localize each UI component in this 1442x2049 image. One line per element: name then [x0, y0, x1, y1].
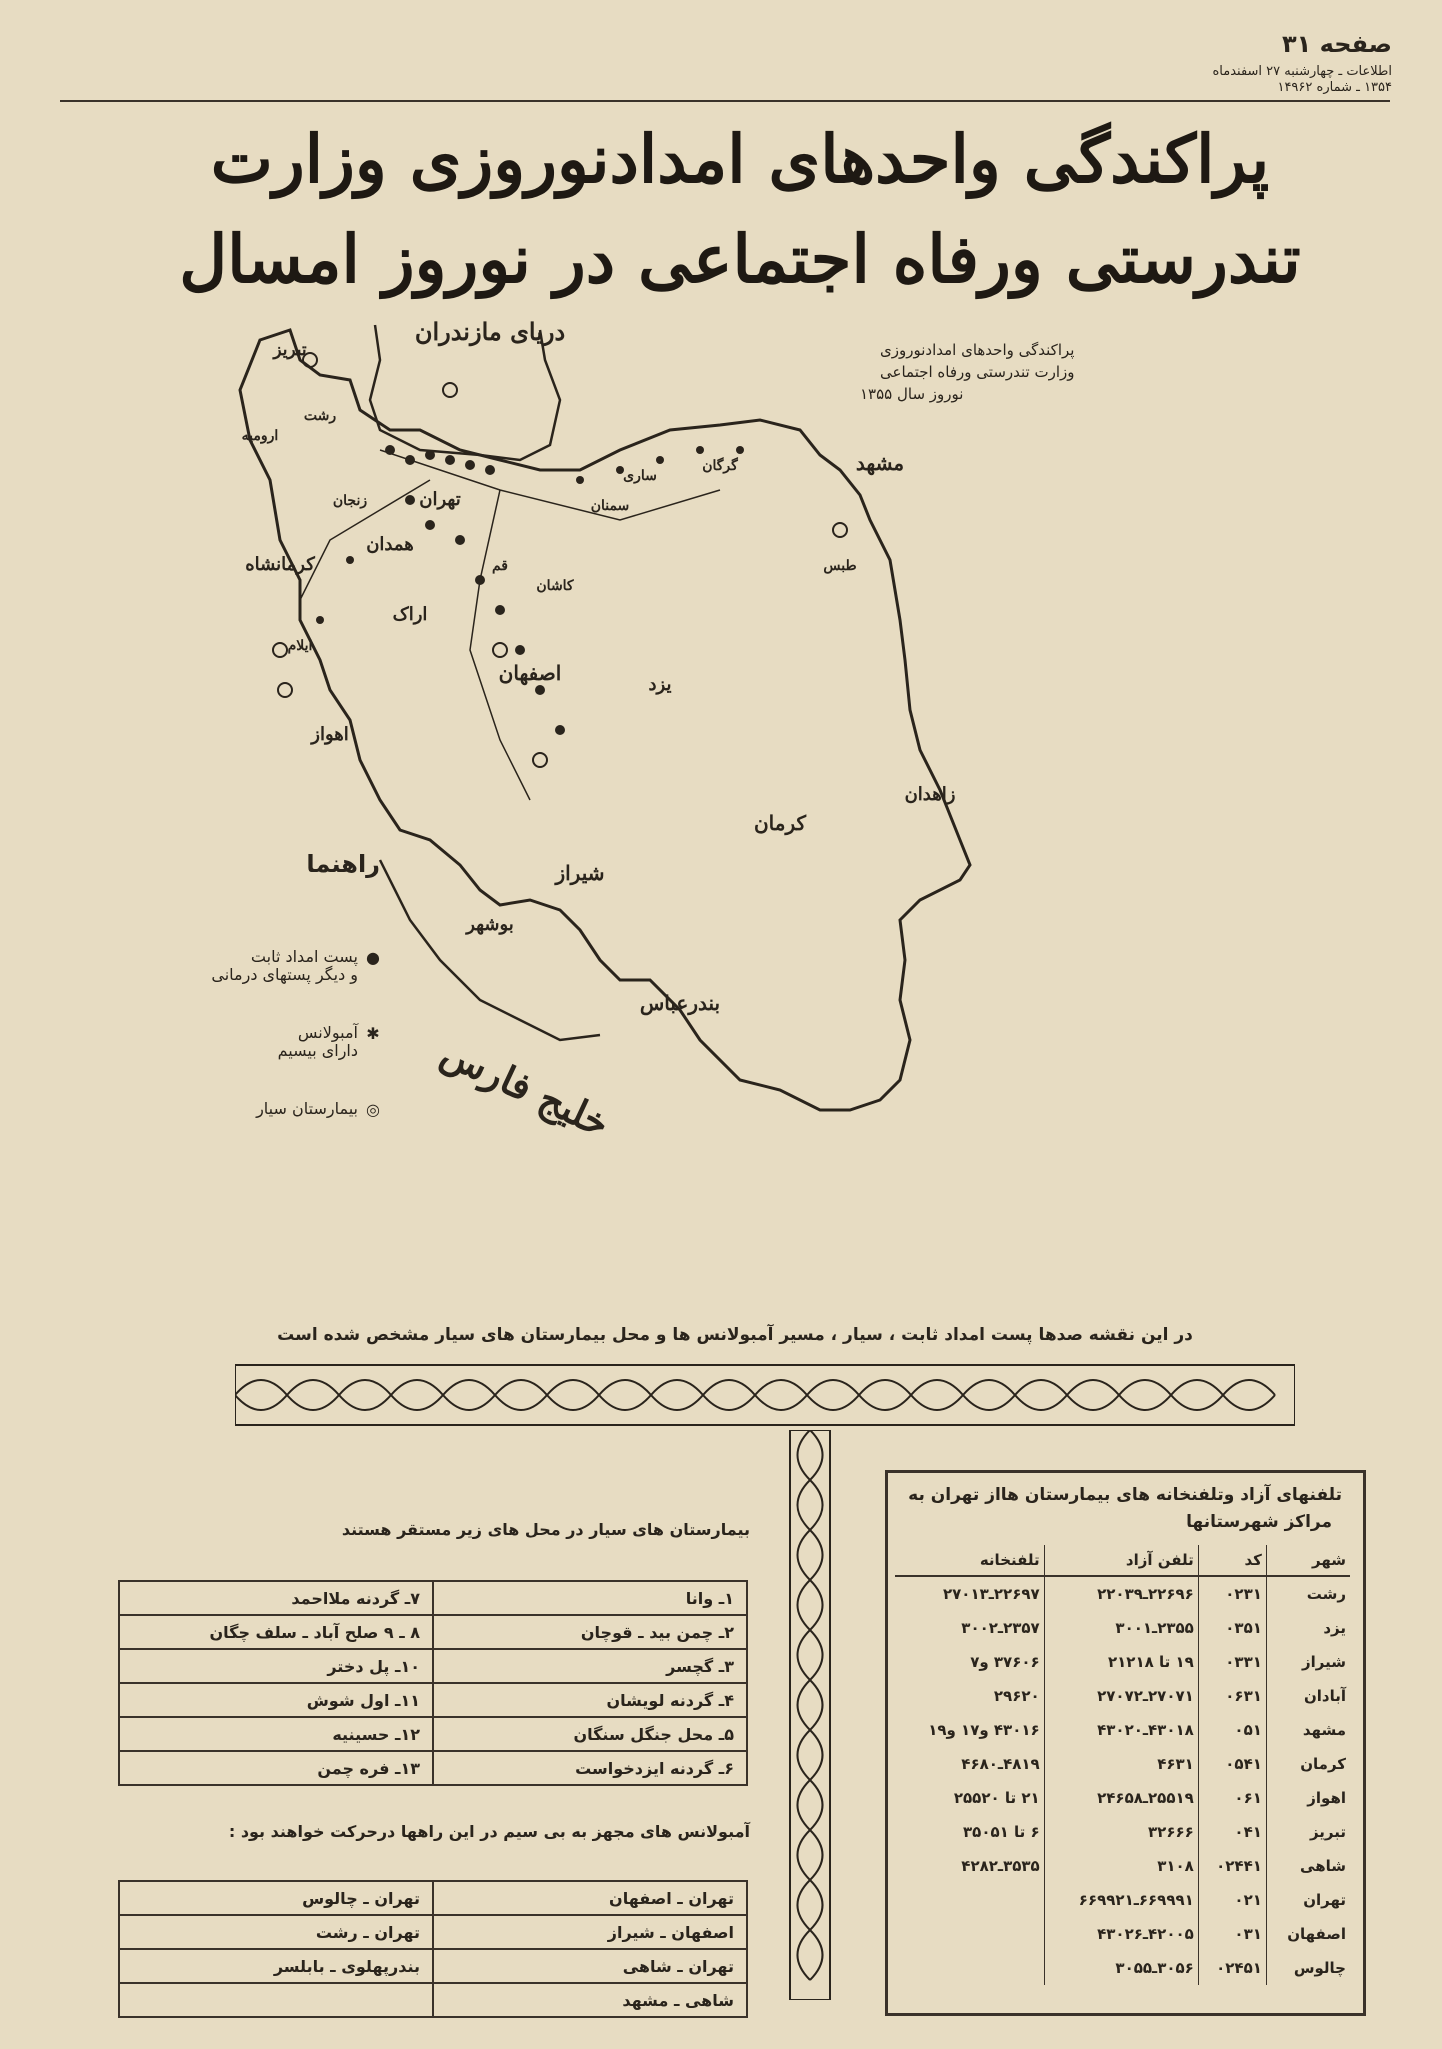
code-cell: ۰۵۱ — [1198, 1713, 1266, 1747]
city-label: زنجان — [332, 493, 368, 509]
city-label: طبس — [823, 558, 857, 574]
table-cell: ۸ ـ ۹ صلح آباد ـ سلف چگان — [119, 1615, 433, 1649]
city-label: بوشهر — [466, 914, 514, 935]
phone-title-line1: تلفنهای آزاد وتلفنخانه های بیمارستان هااز تهران به — [908, 1485, 1342, 1505]
table-cell: ۷ـ گردنه ملااحمد — [119, 1581, 433, 1615]
table-cell: ۲ـ چمن بید ـ قوچان — [433, 1615, 747, 1649]
phone-numbers-table — [895, 1545, 1350, 1985]
table-cell: تهران ـ شاهی — [433, 1949, 747, 1983]
table-row — [119, 1649, 747, 1683]
free-phone-cell: ۳۲۶۶۶ — [1044, 1815, 1198, 1849]
city-label: ارومیه — [241, 428, 279, 444]
city-cell: چالوس — [1293, 1959, 1346, 1977]
code-cell: ۰۲۴۵۱ — [1198, 1951, 1266, 1985]
city-label: قم — [491, 558, 509, 574]
legend-sub: و دیگر پستهای درمانی — [211, 965, 358, 984]
table-row — [895, 1815, 1350, 1849]
exchange-cell: ۶ تا ۳۵۰۵۱ — [895, 1815, 1044, 1849]
table-cell: ۴ـ گردنه لویشان — [433, 1683, 747, 1717]
mobile-hospital-markers — [273, 353, 847, 767]
exchange-cell: ۳۵۳۵ـ۴۲۸۲ — [895, 1849, 1044, 1883]
table-row — [119, 1915, 747, 1949]
table-row — [895, 1951, 1350, 1985]
table-cell: بندرپهلوی ـ بابلسر — [119, 1949, 433, 1983]
legend-label: پست امداد ثابت — [250, 947, 358, 966]
table-row — [895, 1713, 1350, 1747]
city-label: گرگان — [702, 458, 738, 474]
ambulance-routes-table — [118, 1880, 748, 2018]
city-label: کرمانشاه — [245, 554, 315, 575]
city-label: تهران — [419, 489, 461, 510]
free-phone-cell: ۲۵۵۱۹ـ۲۴۶۵۸ — [1044, 1781, 1198, 1815]
table-header-row — [895, 1545, 1350, 1576]
table-cell — [119, 1983, 433, 2017]
column-header: شهر — [1266, 1545, 1350, 1576]
city-label: سمنان — [590, 498, 630, 514]
column-header: تلفن آزاد — [1044, 1545, 1198, 1576]
table-row — [895, 1917, 1350, 1951]
table-cell: اصفهان ـ شیراز — [433, 1915, 747, 1949]
ornament-column — [785, 1430, 835, 2000]
city-label: ساری — [623, 468, 657, 484]
headline-line1: پراکندگی واحدهای امدادنوروزی وزارت — [210, 120, 1270, 198]
table-row — [895, 1849, 1350, 1883]
table-row — [119, 1717, 747, 1751]
free-phone-cell: ۲۲۶۹۶ـ۲۲۰۳۹ — [1044, 1576, 1198, 1611]
inset-title-line: وزارت تندرستی ورفاه اجتماعی — [880, 363, 1075, 381]
city-cell: اهواز — [1307, 1789, 1346, 1807]
exchange-cell — [895, 1951, 1044, 1985]
city-cell: شیراز — [1302, 1653, 1346, 1671]
exchange-cell — [895, 1883, 1044, 1917]
table-row — [119, 1983, 747, 2017]
free-phone-cell: ۲۳۵۵ـ۳۰۰۱ — [1044, 1611, 1198, 1645]
city-cell: تبریز — [1309, 1823, 1346, 1841]
column-header: تلفنخانه — [895, 1545, 1044, 1576]
free-phone-cell: ۶۶۹۹۹۱ـ۶۶۹۹۲۱ — [1044, 1883, 1198, 1917]
ambulance-icon: ✱ — [366, 1024, 380, 1043]
city-cell: کرمان — [1300, 1755, 1346, 1773]
city-label: بندرعباس — [639, 991, 721, 1015]
ornament-band — [235, 1360, 1295, 1430]
city-label: شیراز — [555, 861, 605, 885]
table-row — [895, 1679, 1350, 1713]
exchange-cell: ۴۳۰۱۶ و۱۷ و۱۹ — [895, 1713, 1044, 1747]
legend-label: آمبولانس — [297, 1023, 358, 1042]
table-row — [895, 1781, 1350, 1815]
phone-title-line2: مراکز شهرستانها — [1186, 1512, 1332, 1532]
code-cell: ۰۳۱ — [1198, 1917, 1266, 1951]
legend-item — [190, 1024, 380, 1060]
code-cell: ۰۵۴۱ — [1198, 1747, 1266, 1781]
map-caption: در این نقشه صدها پست امداد ثابت ، سیار ، مسیر آمبولانس ها و محل بیمارستان های سیار مشخص شده است — [277, 1325, 1193, 1345]
exchange-cell: ۲۹۶۲۰ — [895, 1679, 1044, 1713]
free-phone-cell: ۲۷۰۷۱ـ۲۷۰۷۲ — [1044, 1679, 1198, 1713]
city-cell: تهران — [1303, 1891, 1346, 1909]
iran-map-svg — [200, 320, 1300, 1310]
city-label: اصفهان — [498, 661, 562, 685]
code-cell: ۰۶۱ — [1198, 1781, 1266, 1815]
free-phone-cell: ۴۲۰۰۵ـ۴۳۰۲۶ — [1044, 1917, 1198, 1951]
table-cell: تهران ـ اصفهان — [433, 1881, 747, 1915]
table-cell: ۱ـ وانا — [433, 1581, 747, 1615]
fixed-post-markers — [316, 445, 744, 735]
table-row — [119, 1581, 747, 1615]
exchange-cell: ۲۳۵۷ـ۳۰۰۲ — [895, 1611, 1044, 1645]
city-label: کرمان — [753, 811, 807, 835]
free-phone-cell: ۳۰۵۶ـ۳۰۵۵ — [1044, 1951, 1198, 1985]
code-cell: ۰۲۳۱ — [1198, 1576, 1266, 1611]
iran-map — [200, 320, 1300, 1310]
masthead-date: اطلاعات ـ چهارشنبه ۲۷ اسفندماه — [1212, 64, 1392, 79]
table-cell: شاهی ـ مشهد — [433, 1983, 747, 2017]
table-row — [895, 1883, 1350, 1917]
table-row — [895, 1645, 1350, 1679]
city-label: تبریز — [273, 340, 307, 360]
table-cell: ۶ـ گردنه ایزدخواست — [433, 1751, 747, 1785]
column-header: کد — [1198, 1545, 1266, 1576]
inset-title — [860, 341, 1075, 403]
table-cell: ۵ـ محل جنگل سنگان — [433, 1717, 747, 1751]
code-cell: ۰۶۳۱ — [1198, 1679, 1266, 1713]
code-cell: ۰۴۱ — [1198, 1815, 1266, 1849]
table-row — [895, 1611, 1350, 1645]
exchange-cell: ۲۲۶۹۷ـ۲۷۰۱۳ — [895, 1576, 1044, 1611]
exchange-cell: ۴۸۱۹ـ۴۶۸۰ — [895, 1747, 1044, 1781]
table-cell: ۱۲ـ حسینیه — [119, 1717, 433, 1751]
city-cell: رشت — [1306, 1585, 1346, 1603]
city-label: همدان — [366, 534, 414, 555]
city-label: ایلام — [287, 638, 313, 654]
legend-sub: دارای بیسیم — [277, 1041, 358, 1060]
legend-title: راهنما — [306, 850, 380, 878]
gulf-coast — [380, 860, 600, 1040]
code-cell: ۰۳۳۱ — [1198, 1645, 1266, 1679]
table-row — [119, 1615, 747, 1649]
free-phone-cell: ۳۱۰۸ — [1044, 1849, 1198, 1883]
city-cell: اصفهان — [1287, 1925, 1346, 1943]
exchange-cell — [895, 1917, 1044, 1951]
city-cell: آبادان — [1303, 1687, 1346, 1705]
city-label: کاشان — [536, 578, 574, 594]
ambulance-routes-title: آمبولانس های مجهز به بی سیم در این راهها درحرکت خواهند بود : — [228, 1822, 750, 1841]
table-row — [119, 1881, 747, 1915]
headline-line2: تندرستی ورفاه اجتماعی در نوروز امسال — [179, 220, 1301, 298]
page-number: صفحه ۳۱ — [1282, 30, 1392, 58]
mobile-hospitals-table — [118, 1580, 748, 1786]
table-row — [895, 1576, 1350, 1611]
city-cell: مشهد — [1302, 1721, 1346, 1739]
inset-title-line: پراکندگی واحدهای امدادنوروزی — [880, 341, 1075, 359]
masthead-divider — [60, 100, 1390, 102]
free-phone-cell: ۱۹ تا ۲۱۲۱۸ — [1044, 1645, 1198, 1679]
inset-title-line: نوروز سال ۱۳۵۵ — [860, 385, 964, 403]
city-label: اراک — [392, 604, 428, 625]
table-cell: تهران ـ چالوس — [119, 1881, 433, 1915]
legend-item — [190, 1100, 380, 1119]
table-row — [119, 1949, 747, 1983]
free-phone-cell: ۴۶۳۱ — [1044, 1747, 1198, 1781]
code-cell: ۰۲۱ — [1198, 1883, 1266, 1917]
table-cell: ۱۰ـ پل دختر — [119, 1649, 433, 1683]
exchange-cell: ۲۱ تا ۲۵۵۲۰ — [895, 1781, 1044, 1815]
city-cell: یزد — [1323, 1619, 1346, 1637]
city-label: زاهدان — [904, 784, 956, 805]
table-row — [895, 1747, 1350, 1781]
city-label: یزد — [648, 674, 672, 695]
table-cell: تهران ـ رشت — [119, 1915, 433, 1949]
masthead-issue: ۱۳۵۴ ـ شماره ۱۴۹۶۲ — [1277, 80, 1392, 95]
sea-north-label: دریای مازندران — [414, 320, 566, 346]
map-legend — [190, 850, 380, 1159]
legend-label: بیمارستان سیار — [256, 1099, 358, 1118]
city-label: مشهد — [855, 451, 905, 475]
legend-item — [190, 948, 380, 984]
exchange-cell: ۳۷۶۰۶ و۷ — [895, 1645, 1044, 1679]
fixed-post-icon: ● — [366, 948, 380, 967]
table-cell: ۱۱ـ اول شوش — [119, 1683, 433, 1717]
code-cell: ۰۳۵۱ — [1198, 1611, 1266, 1645]
mobile-hospitals-title: بیمارستان های سیار در محل های زیر مستقر هستند — [341, 1520, 750, 1539]
city-cell: شاهی — [1300, 1857, 1346, 1875]
city-label: اهواز — [311, 724, 349, 745]
table-cell: ۱۳ـ فره چمن — [119, 1751, 433, 1785]
sea-south-label: خلیج فارس — [434, 1029, 617, 1147]
table-cell: ۳ـ گچسر — [433, 1649, 747, 1683]
table-row — [119, 1683, 747, 1717]
free-phone-cell: ۴۳۰۱۸ـ۴۳۰۲۰ — [1044, 1713, 1198, 1747]
mobile-hospital-icon: ◎ — [366, 1100, 380, 1119]
city-label: رشت — [303, 408, 337, 424]
table-row — [119, 1751, 747, 1785]
code-cell: ۰۲۴۴۱ — [1198, 1849, 1266, 1883]
